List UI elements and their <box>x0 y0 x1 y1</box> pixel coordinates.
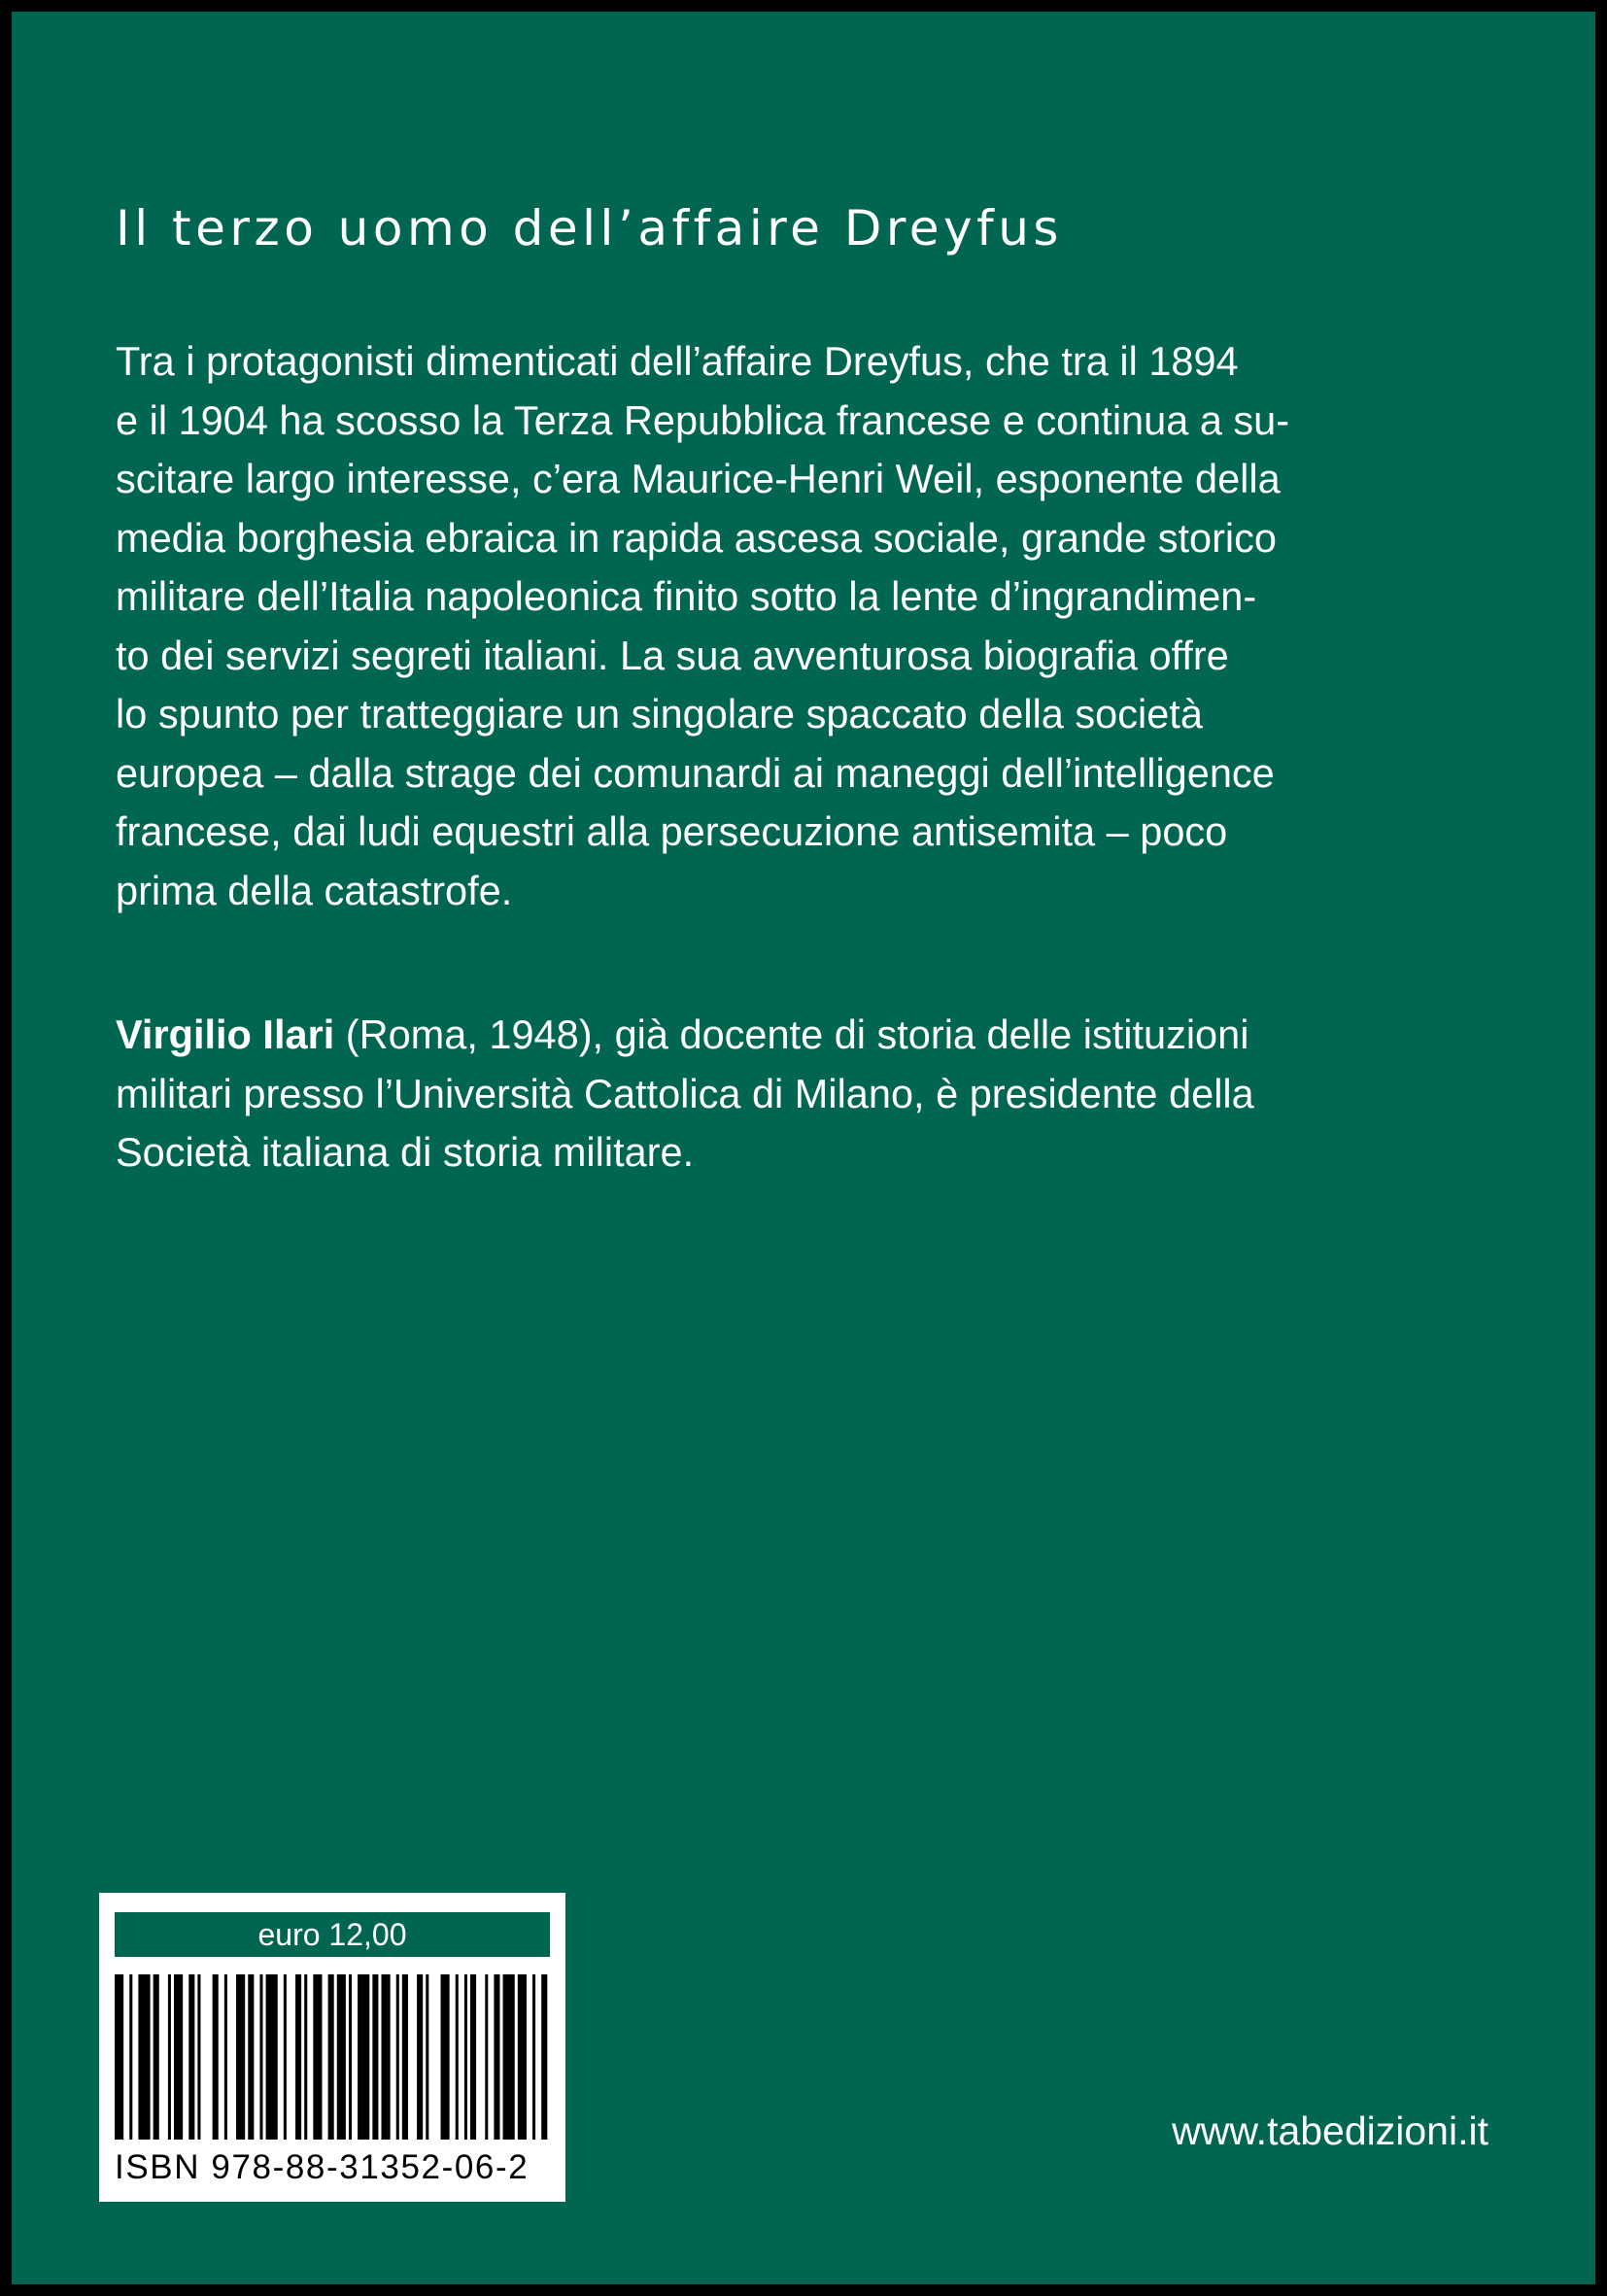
barcode-bar <box>337 1974 346 2140</box>
barcode-bar <box>485 1974 488 2140</box>
barcode-bar <box>358 1974 369 2140</box>
publisher-website: www.tabedizioni.it <box>1172 2108 1488 2153</box>
bio-line <box>116 1006 1495 1065</box>
blurb-line: media borghesia ebraica in rapida ascesa sociale, grande storico <box>116 514 1277 561</box>
barcode-bar <box>503 1974 515 2140</box>
book-blurb <box>116 332 1495 920</box>
blurb-line: francese, dai ludi equestri alla persecuzione antisemita – poco <box>116 808 1228 854</box>
barcode-bar <box>518 1974 527 2140</box>
barcode-bar <box>441 1974 450 2140</box>
barcode-bar <box>168 1974 171 2140</box>
barcode-bar <box>396 1974 399 2140</box>
book-back-cover <box>12 12 1595 2284</box>
barcode-bar <box>402 1974 408 2140</box>
blurb-line: militare dell’Italia napoleonica finito sotto la lente d’ingrandimen- <box>116 573 1257 619</box>
barcode-bar <box>456 1974 459 2140</box>
barcode-bar <box>115 1974 123 2140</box>
barcode-bar <box>532 1974 535 2140</box>
barcode-bar <box>174 1974 183 2140</box>
barcode-bar <box>426 1974 428 2140</box>
author-name: Virgilio Ilari <box>116 1011 335 1057</box>
barcode-bar <box>349 1974 352 2140</box>
book-title: Il terzo uomo dell’affaire Dreyfus <box>116 200 1063 257</box>
barcode-bar <box>236 1974 245 2140</box>
barcode-bar <box>417 1974 423 2140</box>
blurb-line: to dei servizi segreti italiani. La sua avventurosa biografia offre <box>116 632 1229 678</box>
barcode-bar <box>464 1974 467 2140</box>
blurb-line: Tra i protagonisti dimenticati dell’affaire Dreyfus, che tra il 1894 <box>116 338 1239 384</box>
barcode-bar <box>248 1974 254 2140</box>
barcode-label <box>99 1893 565 2202</box>
blurb-line: prima della catastrofe. <box>116 867 513 913</box>
barcode-bar <box>129 1974 132 2140</box>
blurb-line: europea – dalla strage dei comunardi ai maneggi dell’intelligence <box>116 749 1275 796</box>
blurb-line: e il 1904 ha scosso la Terza Repubblica francese e continua a su- <box>116 396 1290 443</box>
barcode-bar <box>382 1974 391 2140</box>
barcode-bar <box>541 1974 547 2140</box>
blurb-line: lo spunto per tratteggiare un singolare spaccato della società <box>116 691 1203 737</box>
barcode-bar <box>259 1974 262 2140</box>
barcode-bar <box>328 1974 334 2140</box>
barcode-bar <box>470 1974 476 2140</box>
barcode-bar <box>304 1974 307 2140</box>
bio-line: Società italiana di storia militare. <box>116 1129 695 1175</box>
barcode-bar <box>188 1974 194 2140</box>
author-bio <box>116 1006 1495 1182</box>
barcode-bar <box>266 1974 278 2140</box>
isbn-number: ISBN 978-88-31352-06-2 <box>115 2148 530 2186</box>
barcode-bar <box>197 1974 200 2140</box>
barcode-bar <box>213 1974 219 2140</box>
barcode-bar <box>224 1974 227 2140</box>
barcode-bar <box>138 1974 150 2140</box>
barcode-bar <box>284 1974 287 2140</box>
barcode-bar <box>154 1974 159 2140</box>
barcode-bar <box>313 1974 322 2140</box>
bio-line: militari presso l’Università Cattolica di Milano, è presidente della <box>116 1070 1254 1116</box>
blurb-line: scitare largo interesse, c’era Maurice-Henri Weil, esponente della <box>116 456 1281 501</box>
barcode-bar <box>295 1974 301 2140</box>
barcode-bar <box>372 1974 378 2140</box>
bio-text: (Roma, 1948), già docente di storia delle istituzioni <box>334 1011 1249 1057</box>
price-tag: euro 12,00 <box>115 1912 550 1957</box>
barcode-icon <box>115 1974 550 2140</box>
barcode-bar <box>494 1974 499 2140</box>
